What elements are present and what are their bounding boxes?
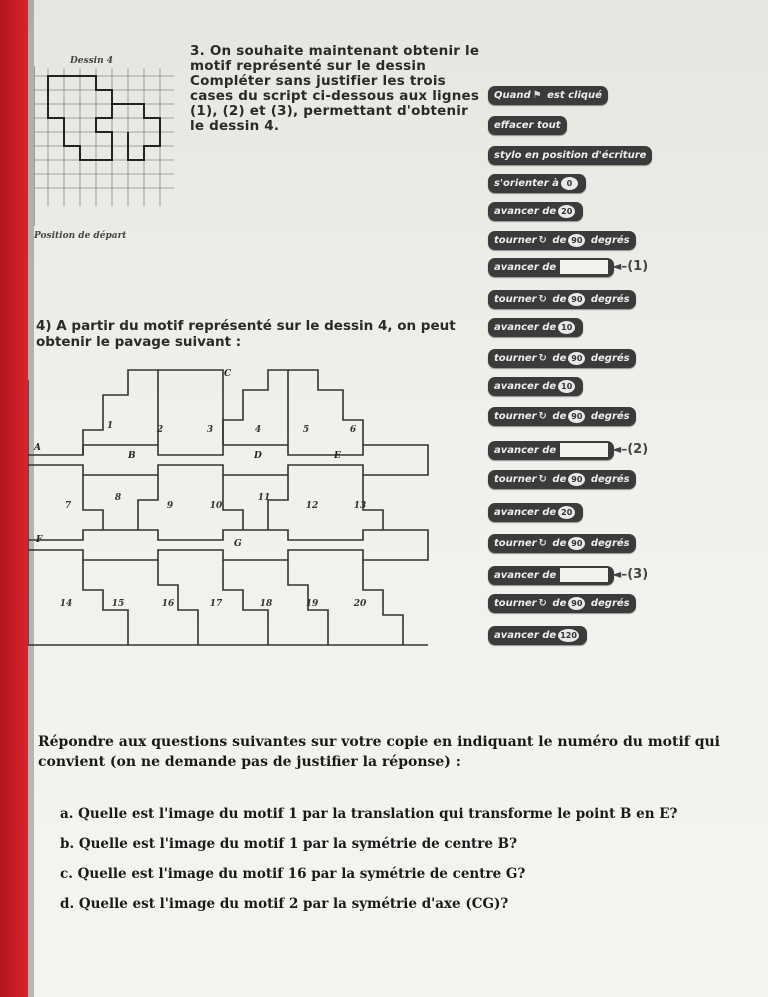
questions-list xyxy=(60,799,760,919)
value-bubble xyxy=(568,597,585,610)
script-block xyxy=(488,503,583,522)
rotate-arrow-icon: ↻ xyxy=(538,294,547,305)
value-bubble xyxy=(558,380,575,393)
block-text: s'orienter à xyxy=(494,178,559,189)
script-block xyxy=(488,146,652,165)
block-text: stylo en position d'écriture xyxy=(494,150,647,161)
tiling-number: 2 xyxy=(156,425,164,435)
question-c: c. Quelle est l'image du motif 16 par la symétrie de centre G? xyxy=(60,866,526,882)
script-block xyxy=(488,594,636,613)
script-block xyxy=(488,258,614,277)
block-text: de xyxy=(552,411,567,422)
script-block xyxy=(488,626,587,645)
block-text: tourner xyxy=(494,235,537,246)
block-text: degrés xyxy=(590,474,630,485)
arrow-left-icon: ◄– xyxy=(612,567,628,581)
script-block xyxy=(488,318,583,337)
block-text: degrés xyxy=(590,598,630,609)
value-text: 90 xyxy=(571,353,583,363)
value-text: 0 xyxy=(566,178,573,188)
block-text: degrés xyxy=(590,353,630,364)
block-text: degrés xyxy=(590,538,630,549)
block-text: Quand xyxy=(494,90,531,101)
rotate-arrow-icon: ↻ xyxy=(538,235,547,246)
value-text: 90 xyxy=(571,598,583,608)
block-text: tourner xyxy=(494,411,537,422)
value-bubble xyxy=(558,321,575,334)
rotate-arrow-icon: ↻ xyxy=(538,598,547,609)
block-text: avancer de xyxy=(494,630,557,641)
block-text: avancer de xyxy=(494,381,557,392)
tiling-number: 4 xyxy=(254,425,262,435)
question-b: b. Quelle est l'image du motif 1 par la symétrie de centre B? xyxy=(60,836,518,852)
tiling-number: 6 xyxy=(349,425,357,435)
block-text: de xyxy=(552,294,567,305)
tiling-number: 13 xyxy=(353,501,367,511)
green-flag-icon: ⚑ xyxy=(532,90,542,101)
script-block xyxy=(488,116,567,135)
block-text: de xyxy=(552,235,567,246)
arrow-left-icon: ◄– xyxy=(612,259,628,273)
block-text: tourner xyxy=(494,353,537,364)
script-block xyxy=(488,534,636,553)
value-text: 10 xyxy=(561,322,573,332)
point-label-g: G xyxy=(234,539,242,549)
value-text: 90 xyxy=(571,294,583,304)
tiling-number: 17 xyxy=(209,599,223,609)
script-block xyxy=(488,349,636,368)
point-label-f: F xyxy=(36,535,43,545)
script-block xyxy=(488,441,614,460)
answer-slot[interactable] xyxy=(560,443,608,457)
point-label-e: E xyxy=(334,451,341,461)
point-label-d: D xyxy=(254,451,262,461)
tiling-number: 16 xyxy=(161,599,175,609)
drawing-label: Dessin 4 xyxy=(70,56,114,66)
value-bubble xyxy=(558,205,575,218)
answer-slot[interactable] xyxy=(560,568,608,582)
rotate-arrow-icon: ↻ xyxy=(538,411,547,422)
point-label-a: A xyxy=(34,443,41,453)
arrow-left-icon: ◄– xyxy=(612,442,628,456)
tiling-number: 8 xyxy=(114,493,122,503)
block-text: avancer de xyxy=(494,206,557,217)
block-text: de xyxy=(552,353,567,364)
value-text: 90 xyxy=(571,538,583,548)
block-text: tourner xyxy=(494,474,537,485)
script-block xyxy=(488,377,583,396)
block-text: avancer de xyxy=(494,445,557,456)
dessin-4-grid xyxy=(34,66,184,226)
start-position-label: Position de départ xyxy=(34,231,127,241)
question-4-text: 4) A partir du motif représenté sur le dessin 4, on peut obtenir le pavage suivant : xyxy=(36,318,456,350)
tiling-number: 3 xyxy=(206,425,214,435)
tiling-number: 11 xyxy=(257,493,271,503)
block-text: de xyxy=(552,474,567,485)
tiling-number: 7 xyxy=(64,501,72,511)
script-block xyxy=(488,566,614,585)
block-text: tourner xyxy=(494,538,537,549)
value-text: 20 xyxy=(561,507,573,517)
block-text: avancer de xyxy=(494,322,557,333)
line-number-label: ◄–(3) xyxy=(612,567,649,582)
value-bubble xyxy=(568,352,585,365)
value-bubble xyxy=(568,473,585,486)
value-bubble xyxy=(568,234,585,247)
tiling-number: 19 xyxy=(305,599,319,609)
instructions-text: Répondre aux questions suivantes sur votre copie en indiquant le numéro du motif qui convient (on ne demande pas de justifier la réponse) : xyxy=(38,734,720,770)
tiling-number: 18 xyxy=(259,599,273,609)
tiling-number: 10 xyxy=(209,501,223,511)
question-d: d. Quelle est l'image du motif 2 par la symétrie d'axe (CG)? xyxy=(60,896,509,912)
question-3-text: 3. On souhaite maintenant obtenir le motif représenté sur le dessin Compléter sans justifier les trois cases du script ci-dessous aux lignes (1), (2) et (3), permettant d'obtenir le dessin 4. xyxy=(190,43,480,134)
script-block xyxy=(488,202,583,221)
value-bubble xyxy=(568,410,585,423)
script-block xyxy=(488,290,636,309)
line-number-label: ◄–(2) xyxy=(612,442,649,457)
value-bubble xyxy=(558,629,579,642)
block-text: avancer de xyxy=(494,262,557,273)
tiling-number: 5 xyxy=(302,425,310,435)
block-text: de xyxy=(552,538,567,549)
value-text: 20 xyxy=(561,206,573,216)
tiling-number: 15 xyxy=(111,599,125,609)
block-text: tourner xyxy=(494,294,537,305)
value-text: 90 xyxy=(571,411,583,421)
value-text: 120 xyxy=(560,630,577,640)
script-block xyxy=(488,407,636,426)
script-block xyxy=(488,174,586,193)
value-bubble xyxy=(558,506,575,519)
script-block xyxy=(488,470,636,489)
tiling-pavage xyxy=(28,360,448,660)
value-text: 90 xyxy=(571,235,583,245)
answer-slot[interactable] xyxy=(560,260,608,274)
block-text: tourner xyxy=(494,598,537,609)
rotate-arrow-icon: ↻ xyxy=(538,474,547,485)
value-bubble xyxy=(561,177,578,190)
rotate-arrow-icon: ↻ xyxy=(538,353,547,364)
script-block xyxy=(488,231,636,250)
tiling-number: 20 xyxy=(353,599,367,609)
point-label-c: C xyxy=(224,369,232,379)
block-text: degrés xyxy=(590,294,630,305)
block-text: avancer de xyxy=(494,570,557,581)
block-text: de xyxy=(552,598,567,609)
tiling-number: 14 xyxy=(59,599,73,609)
value-bubble xyxy=(568,537,585,550)
block-text: est cliqué xyxy=(547,90,602,101)
value-text: 10 xyxy=(561,381,573,391)
block-text: avancer de xyxy=(494,507,557,518)
tiling-number: 1 xyxy=(106,421,114,431)
question-a: a. Quelle est l'image du motif 1 par la translation qui transforme le point B en E? xyxy=(60,806,678,822)
tiling-number: 12 xyxy=(305,501,319,511)
tiling-number: 9 xyxy=(166,501,174,511)
point-label-b: B xyxy=(128,451,136,461)
line-number-label: ◄–(1) xyxy=(612,259,649,274)
block-text: degrés xyxy=(590,411,630,422)
script-block xyxy=(488,86,608,105)
block-text: effacer tout xyxy=(494,120,561,131)
value-text: 90 xyxy=(571,474,583,484)
value-bubble xyxy=(568,293,585,306)
block-text: degrés xyxy=(590,235,630,246)
rotate-arrow-icon: ↻ xyxy=(538,538,547,549)
